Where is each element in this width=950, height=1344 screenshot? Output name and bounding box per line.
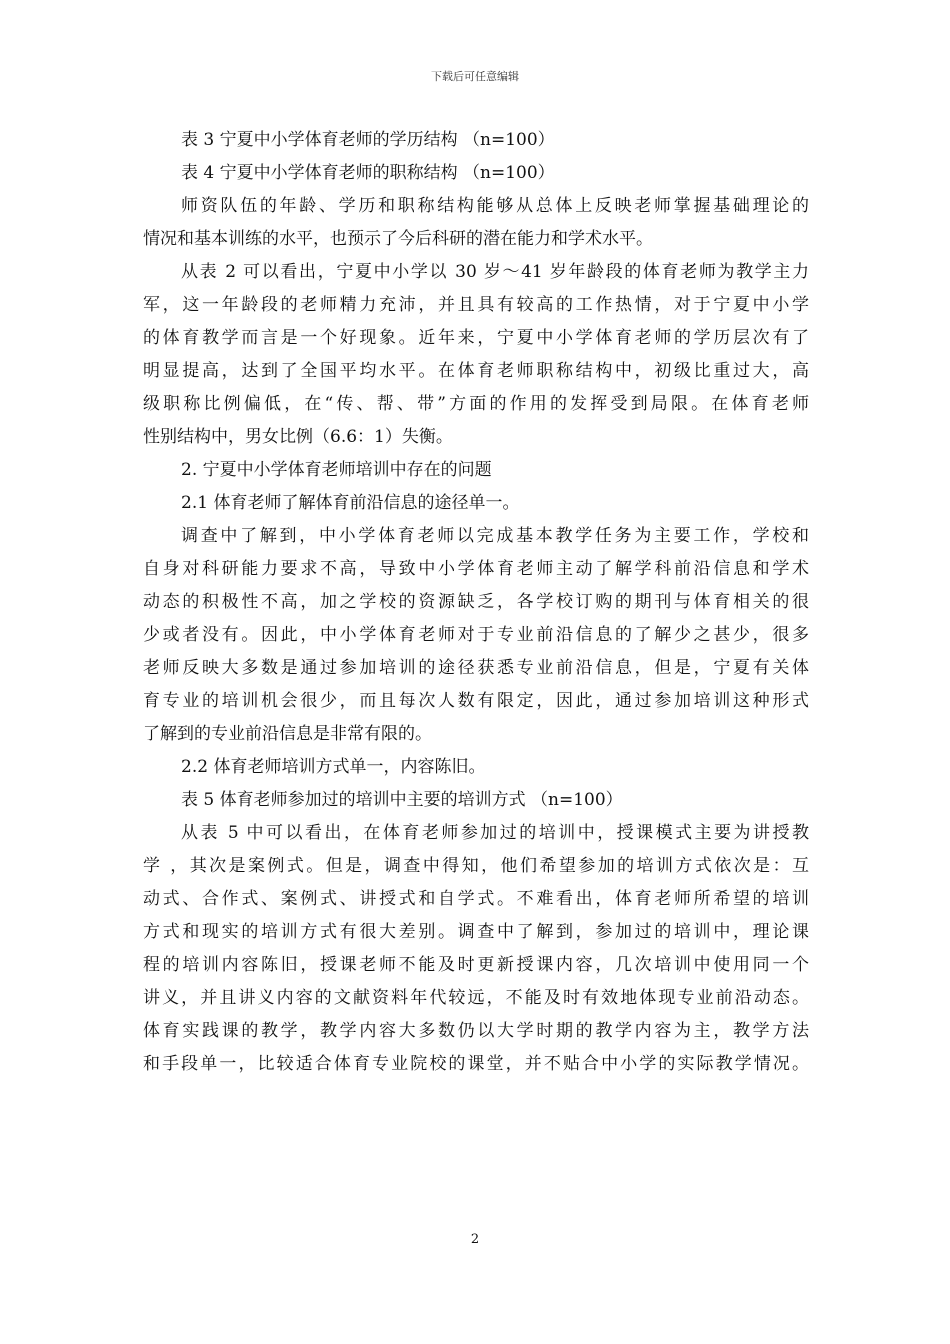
text-line: 的体育教学而言是一个好现象。近年来，宁夏中小学体育老师的学历层次有了 — [143, 328, 809, 348]
text-line: 2.1 体育老师了解体育前沿信息的途径单一。 — [181, 493, 520, 513]
text-line: 从表 5 中可以看出，在体育老师参加过的培训中，授课模式主要为讲授教 — [181, 823, 809, 843]
text-line: 2.2 体育老师培训方式单一，内容陈旧。 — [181, 757, 486, 777]
text-line: 从表 2 可以看出，宁夏中小学以 30 岁～41 岁年龄段的体育老师为教学主力 — [181, 262, 809, 282]
text-line: 师资队伍的年龄、学历和职称结构能够从总体上反映老师掌握基础理论的 — [181, 196, 809, 216]
page-header-note: 下载后可任意编辑 — [431, 70, 519, 83]
text-line: 2. 宁夏中小学体育老师培训中存在的问题 — [181, 460, 492, 480]
page-number: 2 — [470, 1232, 480, 1247]
text-line: 表 5 体育老师参加过的培训中主要的培训方式 （n=100） — [181, 790, 623, 810]
text-line: 性别结构中，男女比例（6.6：1）失衡。 — [143, 427, 453, 447]
text-line: 调查中了解到，中小学体育老师以完成基本教学任务为主要工作，学校和 — [181, 526, 809, 546]
text-line: 体育实践课的教学，教学内容大多数仍以大学时期的教学内容为主，教学方法 — [143, 1021, 809, 1041]
text-line: 情况和基本训练的水平，也预示了今后科研的潜在能力和学术水平。 — [143, 229, 653, 249]
text-line: 动式、合作式、案例式、讲授式和自学式。不难看出，体育老师所希望的培训 — [143, 889, 809, 909]
text-line: 程的培训内容陈旧，授课老师不能及时更新授课内容，几次培训中使用同一个 — [143, 955, 809, 975]
text-line: 老师反映大多数是通过参加培训的途径获悉专业前沿信息，但是，宁夏有关体 — [143, 658, 809, 678]
text-line: 了解到的专业前沿信息是非常有限的。 — [143, 724, 432, 744]
text-line: 军，这一年龄段的老师精力充沛，并且具有较高的工作热情，对于宁夏中小学 — [143, 295, 809, 315]
text-line: 讲义，并且讲义内容的文献资料年代较远，不能及时有效地体现专业前沿动态。 — [143, 988, 809, 1008]
text-line: 和手段单一，比较适合体育专业院校的课堂，并不贴合中小学的实际教学情况。 — [143, 1054, 809, 1074]
text-line: 学 ，其次是案例式。但是，调查中得知，他们希望参加的培训方式依次是：互 — [143, 856, 809, 876]
text-line: 动态的积极性不高，加之学校的资源缺乏，各学校订购的期刊与体育相关的很 — [143, 592, 809, 612]
text-line: 方式和现实的培训方式有很大差别。调查中了解到，参加过的培训中，理论课 — [143, 922, 809, 942]
text-line: 少或者没有。因此，中小学体育老师对于专业前沿信息的了解少之甚少，很多 — [143, 625, 809, 645]
text-line: 育专业的培训机会很少，而且每次人数有限定，因此，通过参加培训这种形式 — [143, 691, 809, 711]
text-line: 表 3 宁夏中小学体育老师的学历结构 （n=100） — [181, 130, 555, 150]
text-line: 级职称比例偏低，在“传、帮、带”方面的作用的发挥受到局限。在体育老师 — [143, 394, 809, 414]
text-line: 表 4 宁夏中小学体育老师的职称结构 （n=100） — [181, 163, 555, 183]
text-line: 明显提高，达到了全国平均水平。在体育老师职称结构中，初级比重过大，高 — [143, 361, 809, 381]
text-line: 自身对科研能力要求不高，导致中小学体育老师主动了解学科前沿信息和学术 — [143, 559, 809, 579]
document-body — [143, 124, 809, 1081]
